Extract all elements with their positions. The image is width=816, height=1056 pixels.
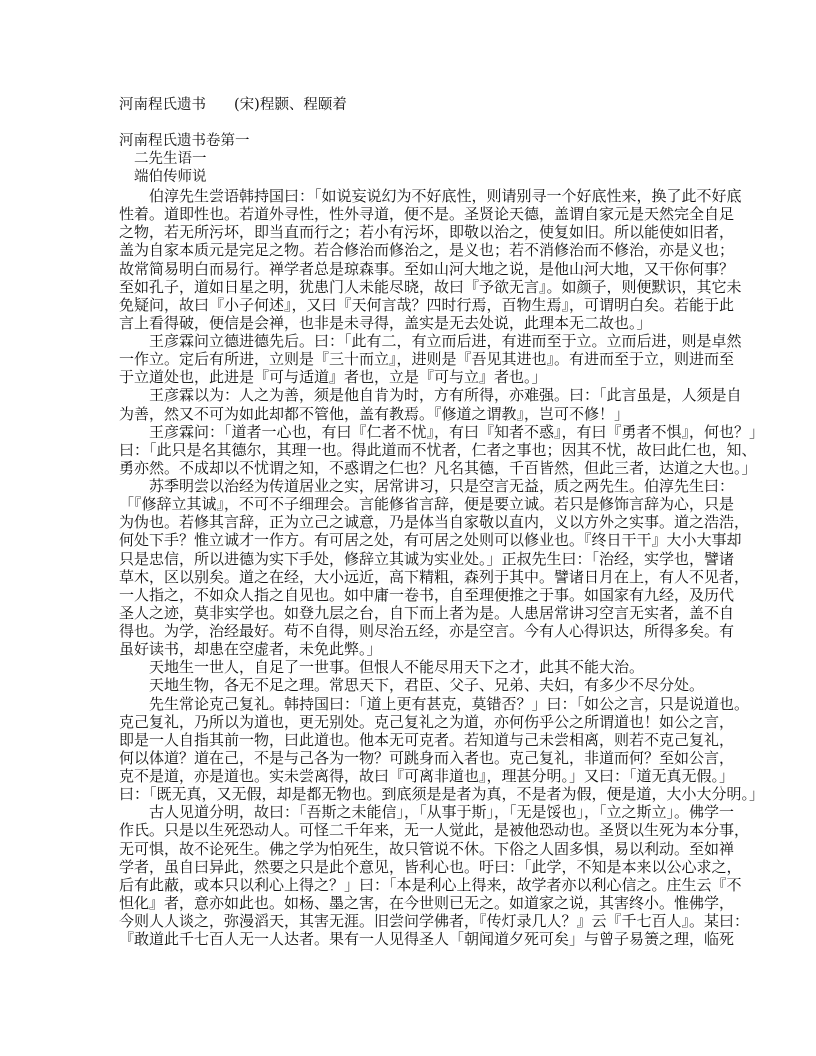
body-line: 于立道处也，此进是『可与适道』者也，立是『可与立』者也。」 [119, 368, 547, 387]
body-line: 曰：「此只是名其德尔，其理一也。得此道而不忧者，仁者之事也；因其不忧，故曰此仁也，知、 [119, 440, 757, 459]
body-line: 今则人人谈之，弥漫滔天，其害无涯。旧尝问学佛者，『传灯录几人？』云『千七百人』。某曰： [119, 912, 750, 930]
body-line: 只是忠信，所以进德为实下手处，修辞立其诚为实业处。」正叔先生曰：「治经，实学也，譬诸 [119, 549, 735, 568]
body-line: 为善，然又不可为如此却都不管他，盖有教焉。『修道之谓教』，岂可不修！」 [119, 404, 630, 423]
body-line: 作氏。只是以生死恐动人。可怪二千年来，无一人觉此，是被他恐动也。圣贤以生死为本分事， [119, 821, 750, 840]
body-line: 伯淳先生尝语韩持国曰：「如说妄说幻为不好底性，则请别寻一个好底性来，换了此不好底 [119, 187, 742, 205]
body-line: 天地生物，各无不足之理。常思天下，君臣、父子、兄弟、夫妇，有多少不尽分处。 [119, 676, 705, 695]
document-title-line [119, 96, 347, 114]
body-line: 克不是道，亦是道也。实未尝离得，故曰『可离非道也』，理甚分明。」又曰：「道无真无假。」 [119, 767, 735, 785]
body-line: 王彦霖问：「道者一心也，有曰『仁者不忧』，有曰『知者不惑』，有曰『勇者不惧』，何也？」 [119, 422, 765, 441]
body-line: 无可惧，故不论死生。佛之学为怕死生，故只管说不休。下俗之人固多惧，易以利动。至如禅 [119, 839, 735, 858]
body-text [119, 187, 765, 949]
body-line: 勇亦然。不成却以不忧谓之知，不惑谓之仁也？凡名其德，千百皆然，但此三者，达道之大也。」 [119, 458, 757, 477]
body-line: 故常简易明白而易行。禅学者总是琼森事。至如山河大地之说，是他山河大地，又干你何事？ [119, 259, 735, 278]
body-line: 盖为自家本质元是完足之物。若合修治而修治之，是义也；若不消修治而不修治，亦是义也； [119, 241, 735, 260]
section-heading: 二先生语一 [134, 151, 207, 167]
body-line: 克己复礼，乃所以为道也，更无别处。克己复礼之为道，亦何伤乎公之所谓道也！如公之言， [119, 712, 735, 731]
body-line: 为伪也。若修其言辞，正为立己之诚意，乃是体当自家敬以直内，义以方外之实事。道之浩浩， [119, 513, 750, 532]
body-line: 免疑问，故曰『小子何述』，又曰『天何言哉？四时行焉，百物生焉』，可谓明白矣。若能于此 [119, 295, 735, 314]
body-line: 虽好读书，却患在空虚者，未免此弊。」 [119, 640, 382, 659]
book-author: (宋)程颢、程颐着 [234, 97, 347, 113]
body-line: 苏季明尝以治经为传道居业之实，居常讲习，只是空言无益，质之两先生。伯淳先生曰： [119, 477, 735, 495]
body-line: 古人见道分明，故曰：「吾斯之未能信」，「从事于斯」，「无是馁也」，「立之斯立」。佛学一 [119, 803, 735, 822]
body-line: 后有此蔽，或本只以利心上得之？」曰：「本是利心上得来，故学者亦以利心信之。庄生云『不 [119, 875, 742, 894]
body-line: 曰：「既无真，又无假，却是都无物也。到底须是是者为真，不是者为假，便是道，大小大分明。」 [119, 785, 765, 804]
body-line: 怛化』者，意亦如此也。如杨、墨之害，在今世则已无之。如道家之说，其害终小。惟佛学， [119, 893, 735, 912]
body-line: 草木，区以别矣。道之在经，大小远近，高下精粗，森列于其中。譬诸日月在上，有人不见者， [119, 567, 750, 586]
body-line: 『敢道此千七百人无一人达者。果有一人见得圣人「朝闻道夕死可矣」与曾子易箦之理，临死 [119, 930, 735, 949]
volume-heading: 河南程氏遗书卷第一 [119, 133, 250, 149]
body-line: 至如孔子，道如日星之明，犹患门人未能尽晓，故曰『予欲无言』。如颜子，则便默识，其它未 [119, 277, 742, 296]
body-line: 「『修辞立其诚』，不可不子细理会。言能修省言辞，便是要立诚。若只是修饰言辞为心，只是 [119, 495, 735, 514]
body-line: 得也。为学，治经最好。苟不自得，则尽治五经，亦是空言。今有人心得识达，所得多矣。有 [119, 622, 735, 640]
body-line: 圣人之迹，莫非实学也。如登九层之台，自下而上者为是。人患居常讲习空言无实者，盖不自 [119, 603, 735, 622]
body-line: 之物，若无所污坏，即当直而行之；若小有污坏，即敬以治之，使复如旧。所以能使如旧者， [119, 223, 735, 242]
body-line: 一人指之，不如众人指之自见也。如中庸一卷书，自至理便推之于事。如国家有九经，及历代 [119, 585, 735, 604]
body-line: 即是一人自指其前一物，曰此道也。他本无可克者。若知道与己未尝相离，则若不克己复礼， [119, 730, 735, 749]
body-line: 何处下手？惟立诚才一作方。有可居之处，有可居之处则可以修业也。『终日干干』大小大事却 [119, 531, 742, 550]
body-line: 王彦霖问立德进德先后。曰：「此有二，有立而后进，有进而至于立。立而后进，则是卓然 [119, 332, 742, 350]
body-line: 天地生一世人，自足了一世事。但恨人不能尽用天下之才，此其不能大治。 [119, 658, 645, 677]
body-line: 性着。道即性也。若道外寻性，性外寻道，便不是。圣贤论天德，盖谓自家元是天然完全自足 [119, 205, 735, 224]
book-title: 河南程氏遗书 [119, 97, 206, 113]
subsection-heading: 端伯传师说 [134, 169, 207, 185]
body-line: 一作立。定后有所进，立则是『三十而立』，进则是『吾见其进也』。有进而至于立，则进而至 [119, 350, 735, 369]
body-line: 先生常论克己复礼。韩持国曰：「道上更有甚克，莫错否？」曰：「如公之言，只是说道也。 [119, 694, 750, 713]
body-line: 何以体道？道在己，不是与己各为一物？可跳身而入者也。克己复礼，非道而何？至如公言， [119, 748, 735, 767]
body-line: 学者，虽自曰异此，然要之只是此个意见，皆利心也。吁曰：「此学，不知是本来以公心求之， [119, 857, 742, 876]
body-line: 王彦霖以为：人之为善，须是他自肯为时，方有所得，亦难强。曰：「此言虽是，人须是自 [119, 386, 742, 405]
body-line: 言上看得破，便信是会禅，也非是未寻得，盖实是无去处说，此理本无二故也。」 [119, 313, 652, 332]
